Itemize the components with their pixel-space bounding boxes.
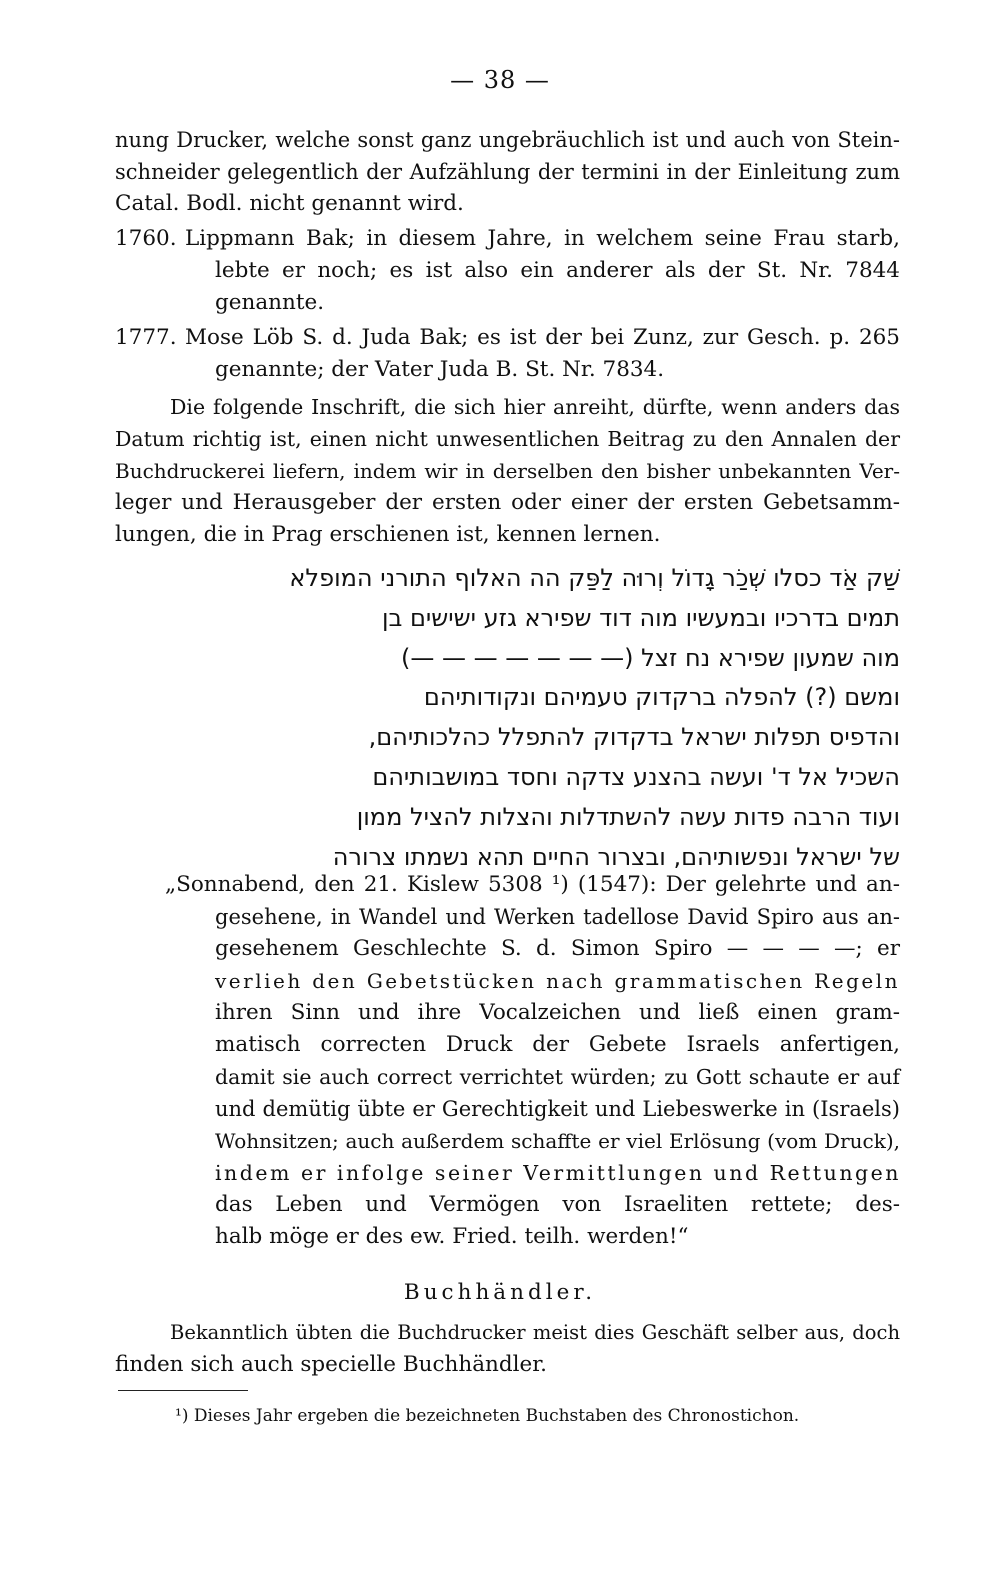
text-line: finden sich auch specielle Buchhändler. xyxy=(115,1352,548,1377)
entry-line: Mose Löb S. d. Juda Bak; es ist der bei Zunz, zur Gesch. p. 265 xyxy=(185,325,900,350)
hebrew-line: שַׁק אַׂד כסלו שְׁכַׂר גָדוֹל וְרוּה לַפַּק הה האלוף התורני המופלא xyxy=(289,564,900,592)
text-line: leger und Herausgeber der ersten oder einer der ersten Gebetsamm- xyxy=(115,490,900,515)
footnote-divider xyxy=(118,1390,248,1391)
entry-line: genannte; der Vater Juda B. St. Nr. 7834. xyxy=(215,357,665,382)
translation-line: verlieh den Gebetstücken nach grammatischen Regeln xyxy=(215,969,900,993)
entry-year: 1760. xyxy=(115,226,177,251)
page-number: — 38 — xyxy=(450,66,550,94)
text-line: Buchdruckerei liefern, indem wir in derselben den bisher unbekannten Ver- xyxy=(115,459,900,483)
translation-line: gesehene, in Wandel und Werken tadellose David Spiro aus an- xyxy=(215,905,900,929)
translation-line: halb möge er des ew. Fried. teilh. werden!“ xyxy=(215,1224,689,1249)
translation-line: gesehenem Geschlechte S. d. Simon Spiro — — — —; er xyxy=(215,936,900,961)
hebrew-line: ומשם (?) להפלה ברקדוק טעמיהם ונקודותיהם xyxy=(423,683,900,711)
text-line: Die folgende Inschrift, die sich hier anreiht, dürfte, wenn anders das xyxy=(170,395,900,419)
text-line: Catal. Bodl. nicht genannt wird. xyxy=(115,191,464,216)
entry-line: genannte. xyxy=(215,290,325,315)
text-line: Bekanntlich übten die Buchdrucker meist dies Geschäft selber aus, doch xyxy=(170,1321,900,1344)
translation-line: Wohnsitzen; auch außerdem schaffte er viel Erlösung (vom Druck), xyxy=(215,1129,900,1153)
text-line: nung Drucker, welche sonst ganz ungebräuchlich ist und auch von Stein- xyxy=(115,128,900,152)
translation-line: und demütig übte er Gerechtigkeit und Liebeswerke in (Israels) xyxy=(215,1097,900,1121)
entry-line: lebte er noch; es ist also ein anderer als der St. Nr. 7844 xyxy=(215,258,900,283)
translation-line: das Leben und Vermögen von Israeliten rettete; des- xyxy=(215,1192,900,1217)
entry-line: Lippmann Bak; in diesem Jahre, in welchem seine Frau starb, xyxy=(185,226,900,251)
translation-line: damit sie auch correct verrichtet würden; zu Gott schaute er auf xyxy=(215,1065,900,1089)
translation-line: „Sonnabend, den 21. Kislew 5308 ¹) (1547): Der gelehrte und an- xyxy=(165,872,900,897)
entry-year: 1777. xyxy=(115,325,177,350)
translation-line: indem er infolge seiner Vermittlungen und Rettungen xyxy=(215,1161,902,1185)
text-line: lungen, die in Prag erschienen ist, kennen lernen. xyxy=(115,522,661,547)
hebrew-line: מוה שמעון שפירא נח זצל (— — — — — — —) xyxy=(401,644,900,672)
text-line: Datum richtig ist, einen nicht unwesentlichen Beitrag zu den Annalen der xyxy=(115,427,900,451)
translation-line: matisch correcten Druck der Gebete Israels anfertigen, xyxy=(215,1032,900,1057)
footnote: ¹) Dieses Jahr ergeben die bezeichneten Buchstaben des Chronostichon. xyxy=(175,1406,800,1426)
section-heading: Buchhändler. xyxy=(403,1280,597,1305)
hebrew-line: ועוד הרבה פדות עשה להשתדלות והצלות להציל ממון xyxy=(356,803,900,831)
translation-line: ihren Sinn und ihre Vocalzeichen und ließ einen gram- xyxy=(215,1000,900,1025)
hebrew-line: והדפיס תפלות ישראל בדקדוק להתפלל כהלכותיהם, xyxy=(368,723,900,751)
hebrew-line: השכיל אל ד' ועשה בהצנע צדקה וחסד במושבותיהם xyxy=(372,763,900,791)
text-line: schneider gelegentlich der Aufzählung der termini in der Einleitung zum xyxy=(115,160,900,184)
hebrew-line: של ישראל ונפשותיהם, ובצרור החיים תהא נשמתו צרורה xyxy=(332,843,900,871)
hebrew-line: תמים בדרכיו ובמעשיו מוה דוד שפירא גזע ישישים בן xyxy=(381,604,900,632)
